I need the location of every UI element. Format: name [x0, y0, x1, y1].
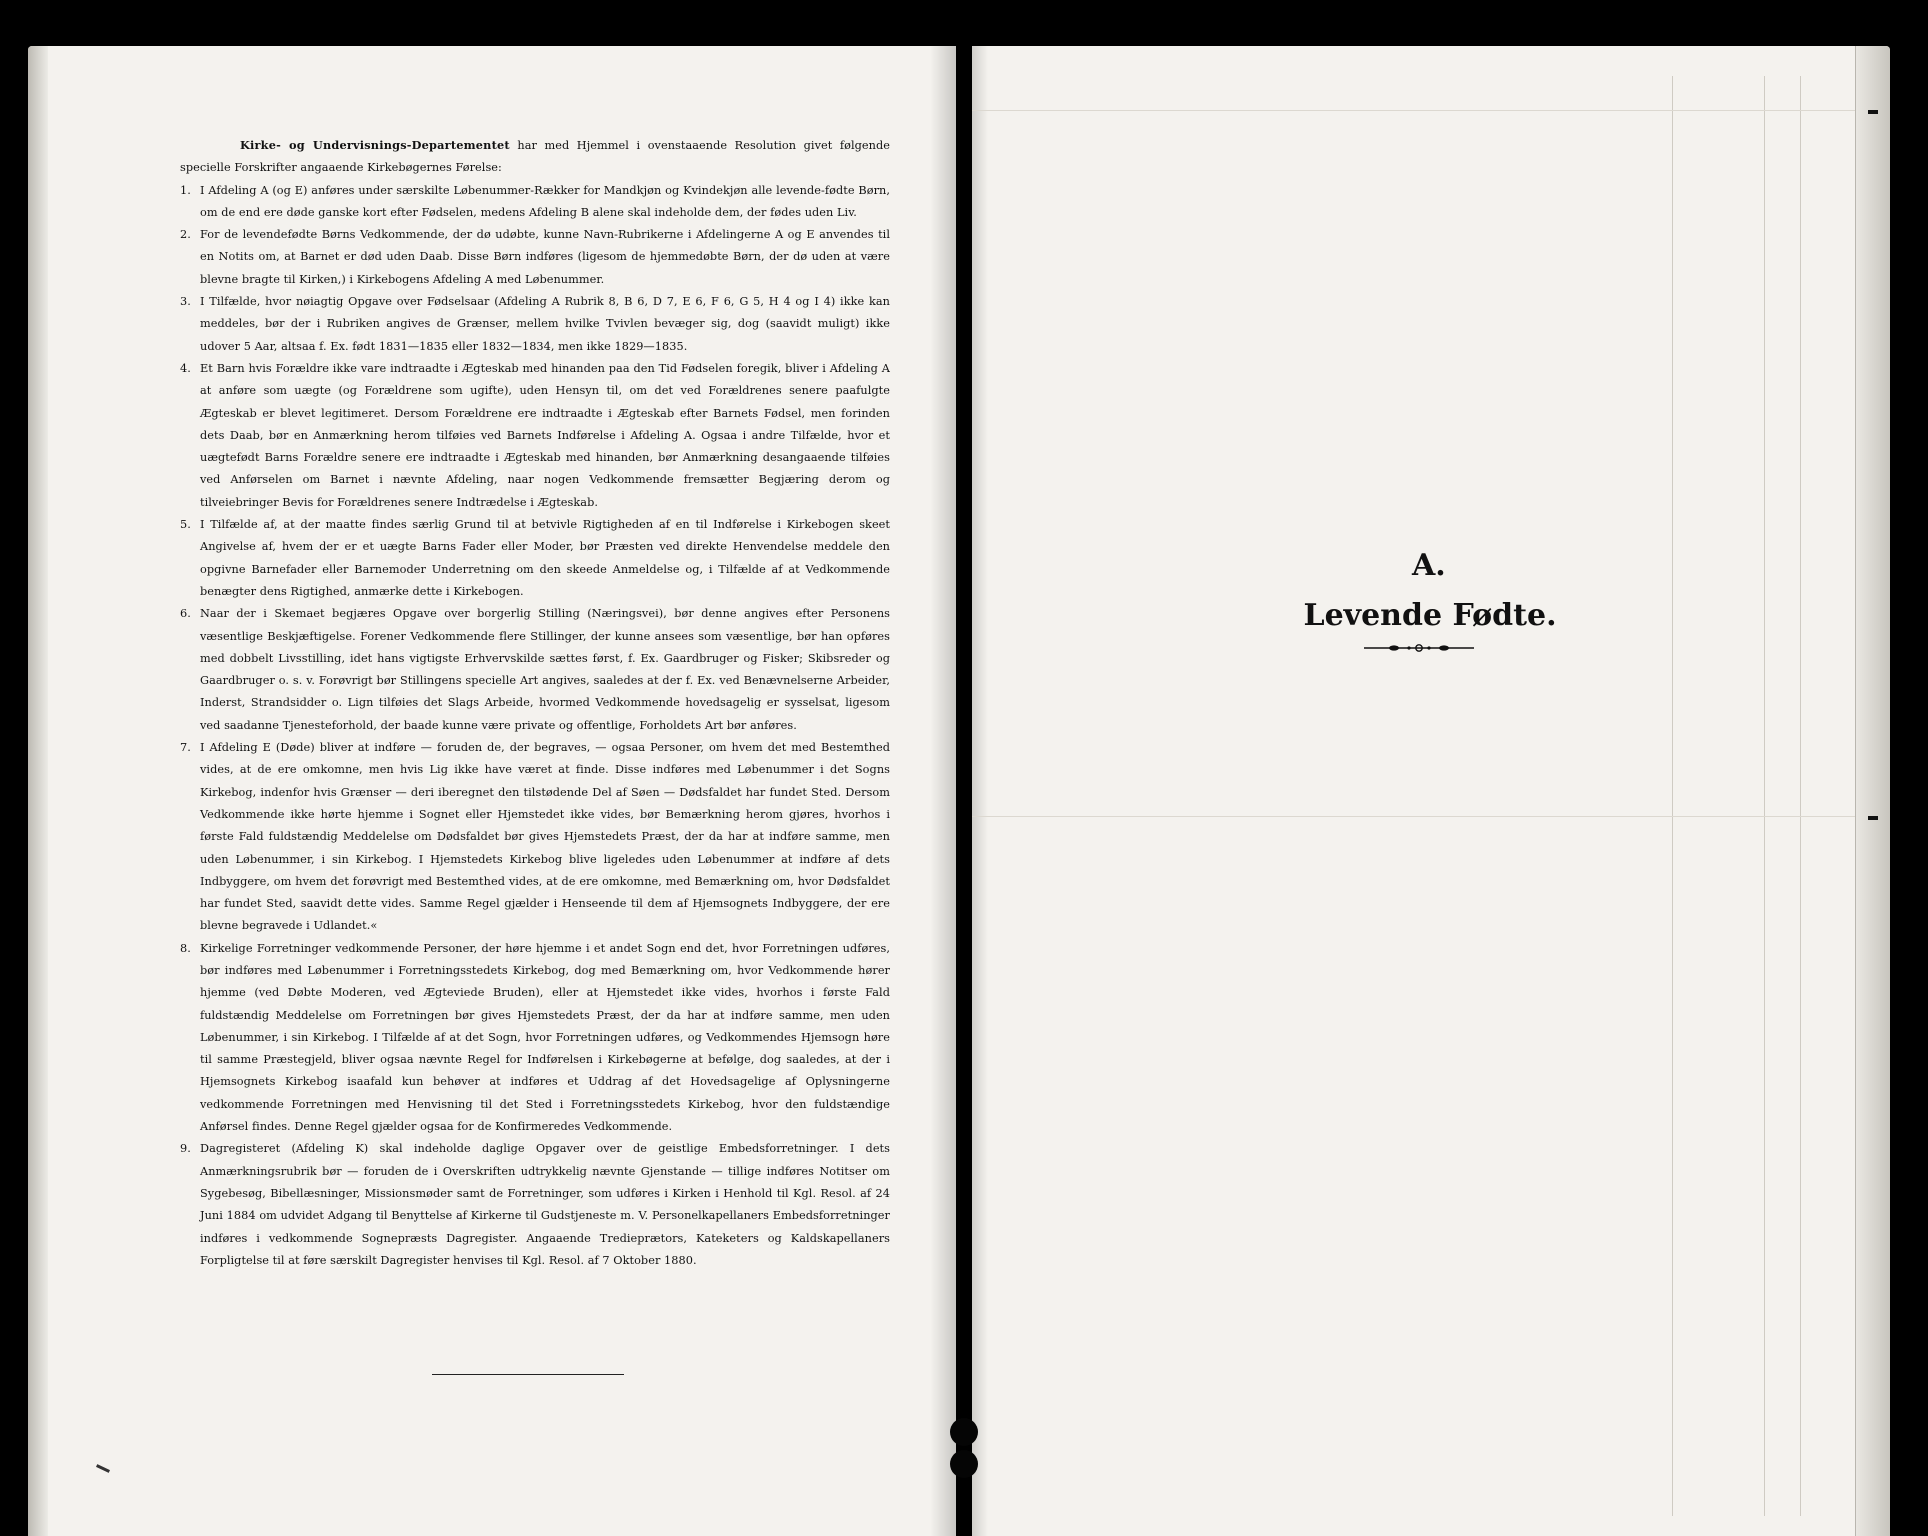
rule-item — [180, 938, 890, 1139]
rule-item — [180, 603, 890, 737]
ornament-divider — [1364, 643, 1474, 653]
ruled-line — [1800, 76, 1801, 1516]
rule-number: 3. — [180, 295, 191, 309]
rule-text: For de levendefødte Børns Vedkommende, der dø udøbte, kunne Navn-Rubrikerne i Afdelingerne A og E anvendes til en Notits om, at Barnet er død uden Daab. Disse Børn indføres (ligesom de hjemmedøbte Børn, der dø uden at være blevne bragte til Kirken,) i Kirkebogens Afdeling A med Løbenummer. — [200, 228, 890, 286]
rule-item — [180, 737, 890, 938]
section-title: Levende Fødte. — [1303, 598, 1557, 633]
rule-item — [180, 1138, 890, 1272]
rule-number: 1. — [180, 183, 191, 197]
department-name: Kirke- og Undervisnings-Departementet — [240, 138, 510, 152]
ruled-line — [972, 816, 1890, 817]
rules-list — [180, 180, 890, 1273]
section-letter: A. — [1412, 548, 1446, 583]
rule-item — [180, 514, 890, 603]
rule-text: I Tilfælde, hvor nøiagtig Opgave over Fødselsaar (Afdeling A Rubrik 8, B 6, D 7, E 6, F 6, G 5, H 4 og I 4) ikke kan meddeles, bør der i Rubriken angives de Grænser, mellem hvilke Tvivlen bevæger sig, dog (saavidt muligt) ikke udover 5 Aar, altsaa f. Ex. født 1831—1835 eller 1832—1834, men ikke 1829—1835. — [200, 295, 890, 353]
rule-number: 4. — [180, 361, 191, 375]
page-tab — [1868, 110, 1878, 114]
page-tab — [1868, 816, 1878, 820]
gutter-shadow — [972, 46, 988, 1536]
rule-text: I Afdeling E (Døde) bliver at indføre — foruden de, der begraves, — ogsaa Personer, om hvem det med Bestemthed vides, at de ere omkomne, men hvis Lig ikke have været at finde. Disse indføres med Løbenummer i det Sogns Kirkebog, indenfor hvis Grænser — deri iberegnet den tilstødende Del af Søen — Dødsfaldet har fundet Sted. Dersom Vedkommende ikke hørte hjemme i Sognet eller Hjemstedet ikke vides, bør Bemærkning herom gjøres, hvorhos i første Fald fuldstændig Meddelelse om Dødsfaldet bør gives Hjemstedets Præst, der da har at indføre samme, men uden Løbenummer, i sin Kirkebog. I Hjemstedets Kirkebog blive ligeledes uden Løbenummer at indføre af dets Indbyggere, om hvem det forøvrigt med Bestemthed vides, at de ere omkomne, med Bemærkning om, hvor Dødsfaldet har fundet Sted, saavidt dette vides. Samme Regel gjælder i Henseende til dem af Hjemsognets Indbyggere, der ere blevne begravede i Udlandet.« — [200, 741, 890, 933]
rule-number: 5. — [180, 518, 191, 532]
ruled-line — [1764, 76, 1765, 1516]
gutter-shadow — [930, 46, 956, 1536]
rule-text: Et Barn hvis Forældre ikke vare indtraadte i Ægteskab med hinanden paa den Tid Fødselen foregik, bliver i Afdeling A at anføre som uægte (og Forældrene som ugifte), uden Hensyn til, om det ved Forældrenes senere paafulgte Ægteskab er blevet legitimeret. Dersom Forældrene ere indtraadte i Ægteskab efter Barnets Fødsel, men forinden dets Daab, bør en Anmærkning herom tilføies ved Barnets Indførelse i Afdeling A. Ogsaa i andre Tilfælde, hvor et uægtefødt Barns Forældre senere ere indtraadte i Ægteskab med hinanden, bør Anmærkning desangaaende tilføies ved Anførselen om Barnet i nævnte Afdeling, naar nogen Vedkommende fremsætter Begjæring derom og tilveiebringer Bevis for Forældrenes senere Indtrædelse i Ægteskab. — [200, 361, 890, 509]
regulations-text — [180, 134, 890, 1272]
binding-hole — [950, 1418, 978, 1446]
rule-text: Dagregisteret (Afdeling K) skal indeholde daglige Opgaver over de geistlige Embedsforretninger. I dets Anmærkningsrubrik bør — foruden de i Overskriften udtrykkelig nævnte Gjenstande — tillige indføres Notitser om Sygebesøg, Bibellæsninger, Missionsmøder samt de Forretninger, som udføres i Kirken i Henhold til Kgl. Resol. af 24 Juni 1884 om udvidet Adgang til Benyttelse af Kirkerne til Gudstjeneste m. V. Personelkapellaners Embedsforretninger indføres i vedkommende Sognepræsts Dagregister. Angaaende Tredieprætors, Kateketers og Kaldskapellaners Forpligtelse til at føre særskilt Dagregister henvises til Kgl. Resol. af 7 Oktober 1880. — [200, 1142, 890, 1267]
rule-text: Kirkelige Forretninger vedkommende Personer, der høre hjemme i et andet Sogn end det, hvor Forretningen udføres, bør indføres med Løbenummer i Forretningsstedets Kirkebog, dog med Bemærkning om, hvor Vedkommende hører hjemme (ved Døbte Moderen, ved Ægteviede Bruden), eller at Hjemstedet ikke vides, hvorhos i første Fald fuldstændig Meddelelse om Forretningen bør gives Hjemstedets Præst, der da har at indføre samme, men uden Løbenummer, i sin Kirkebog. I Tilfælde af at det Sogn, hvor Forretningen udføres, og Vedkommendes Hjemsogn høre til samme Præstegjeld, bliver ogsaa nævnte Regel for Indførelsen i Kirkebøgerne at befølge, dog saaledes, at der i Hjemsognets Kirkebog isaafald kun behøver at indføres et Uddrag af det Hovedsagelige af Oplysningerne vedkommende Forretningen med Henvisning til det Sted i Forretningsstedets Kirkebog, hvor den fuldstændige Anførsel findes. Denne Regel gjælder ogsaa for de Konfirmeredes Vedkommende. — [200, 941, 890, 1134]
rule-number: 8. — [180, 941, 191, 955]
rule-item — [180, 291, 890, 358]
rule-number: 2. — [180, 228, 191, 242]
rule-text: Naar der i Skemaet begjæres Opgave over borgerlig Stilling (Næringsvei), bør denne angives efter Personens væsentlige Beskjæftigelse. Forener Vedkommende flere Stillinger, der kunne ansees som væsentlige, bør han opføres med dobbelt Livsstilling, idet hans vigtigste Erhvervskilde sættes først, f. Ex. Gaardbruger og Fisker; Skibsreder og Gaardbruger o. s. v. Forøvrigt bør Stillingens specielle Art angives, saaledes at der f. Ex. ved Benævnelserne Arbeider, Inderst, Strandsidder o. Lign tilføies det Slags Arbeide, hvormed Vedkommende hovedsagelig er sysselsat, ligesom ved saadanne Tjenesteforhold, der baade kunne være private og offentlige, Forholdets Art bør anføres. — [200, 607, 890, 732]
intro-paragraph — [180, 134, 890, 180]
ruled-line — [972, 110, 1890, 111]
rule-number: 9. — [180, 1142, 191, 1156]
right-page — [972, 46, 1890, 1536]
rule-text: I Tilfælde af, at der maatte findes særlig Grund til at betvivle Rigtigheden af en til Indførelse i Kirkebogen skeet Angivelse af, hvem der er et uægte Barns Fader eller Moder, bør Præsten ved direkte Henvendelse meddele den opgivne Barnefader eller Barnemoder Underretning om den skeede Anmeldelse og, i Tilfælde af at Vedkommende benægter dens Rigtighed, anmærke dette i Kirkebogen. — [200, 518, 890, 598]
closing-rule — [432, 1374, 624, 1375]
rule-item — [180, 224, 890, 291]
rule-number: 7. — [180, 741, 191, 755]
page-edge — [1855, 46, 1890, 1536]
rule-item — [180, 180, 890, 225]
rule-item — [180, 358, 890, 514]
binding-hole — [950, 1450, 978, 1478]
page-edge — [28, 46, 48, 1536]
rule-number: 6. — [180, 607, 191, 621]
intro-text: har med Hjemmel i ovenstaaende Resolution givet følgende specielle Forskrifter angaaende Kirkebøgernes Førelse: — [180, 139, 890, 175]
rule-text: I Afdeling A (og E) anføres under særskilte Løbenummer-Rækker for Mandkjøn og Kvindekjøn alle levende-fødte Børn, om de end ere døde ganske kort efter Fødselen, medens Afdeling B alene skal indeholde dem, der fødes uden Liv. — [200, 183, 890, 219]
ruled-line — [1672, 76, 1673, 1516]
